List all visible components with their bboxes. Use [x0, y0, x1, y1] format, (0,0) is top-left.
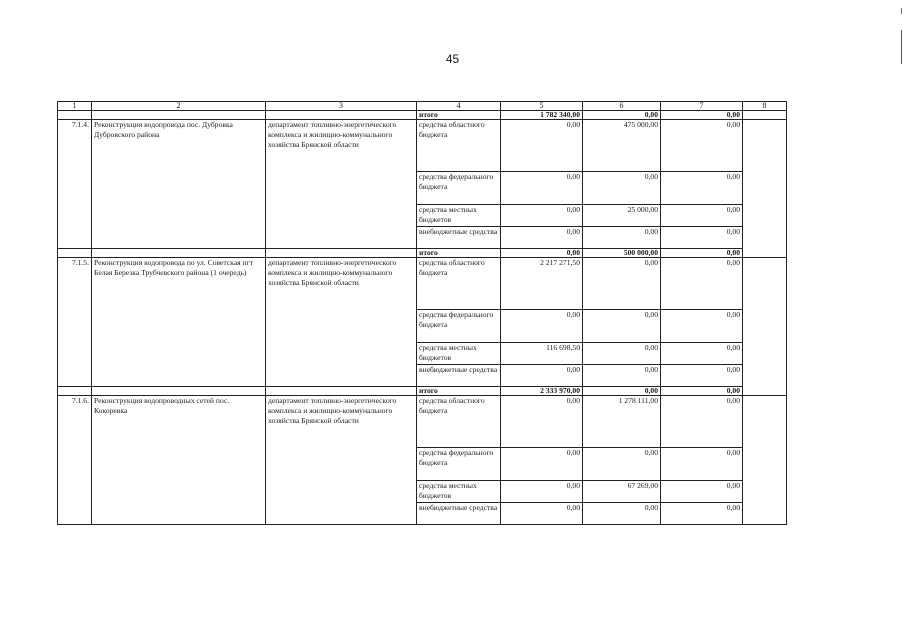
empty-cell	[743, 396, 787, 525]
amount-cell: 0,00	[661, 227, 743, 249]
amount-cell: 0,00	[661, 343, 743, 365]
amount-cell: 0,00	[661, 503, 743, 525]
amount-cell: 1 278 111,00	[583, 396, 661, 448]
column-number: 2	[92, 102, 266, 111]
empty-cell	[743, 120, 787, 258]
amount-cell: 0,00	[583, 448, 661, 481]
amount-cell: 0,00	[583, 227, 661, 249]
amount-cell: 0,00	[501, 120, 583, 172]
amount-cell: 0,00	[501, 396, 583, 448]
amount-cell: 0,00	[583, 258, 661, 310]
column-number: 1	[58, 102, 92, 111]
amount-cell: 0,00	[501, 310, 583, 343]
project-name: Реконструкция водопровода пос. Дубровка Дубровского района	[92, 120, 266, 249]
budget-table	[57, 101, 787, 525]
funding-source: средства областного бюджета	[417, 396, 501, 448]
project-code: 7.1.6.	[58, 396, 92, 525]
amount-cell: 0,00	[583, 343, 661, 365]
amount-cell: 25 000,00	[583, 205, 661, 227]
total-row	[58, 111, 787, 120]
amount-cell: 0,00	[501, 172, 583, 205]
total-row	[58, 249, 787, 258]
amount-cell: 0,00	[661, 448, 743, 481]
amount-cell: 0,00	[501, 205, 583, 227]
amount-cell: 67 269,00	[583, 481, 661, 503]
total-value: 2 333 970,00	[501, 387, 583, 396]
responsible-department: департамент топливно-энергетического комплекса и жилищно-коммунального хозяйства Брянской области	[266, 258, 417, 387]
total-value: 1 782 340,00	[501, 111, 583, 120]
funding-source: средства местных бюджетов	[417, 205, 501, 227]
responsible-department: департамент топливно-энергетического комплекса и жилищно-коммунального хозяйства Брянской области	[266, 120, 417, 249]
project-name: Реконструкция водопровода по ул. Советская пгт Белая Березка Трубчевского района (1 очередь)	[92, 258, 266, 387]
amount-cell: 0,00	[501, 448, 583, 481]
total-value: 0,00	[583, 387, 661, 396]
amount-cell: 116 698,50	[501, 343, 583, 365]
column-number: 5	[501, 102, 583, 111]
scan-edge-line	[901, 30, 902, 64]
empty-cell	[743, 258, 787, 396]
amount-cell: 0,00	[661, 481, 743, 503]
amount-cell: 0,00	[583, 172, 661, 205]
column-number-row	[58, 102, 787, 111]
amount-cell: 0,00	[661, 396, 743, 448]
amount-cell: 0,00	[661, 172, 743, 205]
funding-source: средства местных бюджетов	[417, 343, 501, 365]
amount-cell: 0,00	[661, 205, 743, 227]
amount-cell: 0,00	[501, 227, 583, 249]
column-number: 8	[743, 102, 787, 111]
total-value: 0,00	[501, 249, 583, 258]
amount-cell: 0,00	[661, 120, 743, 172]
table-row	[58, 258, 787, 310]
column-number: 7	[661, 102, 743, 111]
total-row	[58, 387, 787, 396]
page-number: 45	[445, 52, 460, 66]
funding-source: средства федерального бюджета	[417, 448, 501, 481]
project-name: Реконструкция водопроводных сетей пос. Кокоревка	[92, 396, 266, 525]
amount-cell: 0,00	[501, 481, 583, 503]
table-row	[58, 120, 787, 172]
total-value: 0,00	[661, 249, 743, 258]
funding-source: средства областного бюджета	[417, 120, 501, 172]
total-label: итого	[417, 111, 501, 120]
amount-cell: 2 217 271,50	[501, 258, 583, 310]
funding-source: средства федерального бюджета	[417, 172, 501, 205]
funding-source: внебюджетные средства	[417, 227, 501, 249]
amount-cell: 0,00	[501, 503, 583, 525]
amount-cell: 0,00	[661, 258, 743, 310]
amount-cell: 0,00	[501, 365, 583, 387]
total-value: 500 000,00	[583, 249, 661, 258]
total-label: итого	[417, 387, 501, 396]
funding-source: средства местных бюджетов	[417, 481, 501, 503]
funding-source: внебюджетные средства	[417, 365, 501, 387]
responsible-department: департамент топливно-энергетического комплекса и жилищно-коммунального хозяйства Брянской области	[266, 396, 417, 525]
project-code: 7.1.5.	[58, 258, 92, 387]
total-value: 0,00	[661, 111, 743, 120]
funding-source: средства федерального бюджета	[417, 310, 501, 343]
amount-cell: 0,00	[661, 310, 743, 343]
funding-source: внебюджетные средства	[417, 503, 501, 525]
column-number: 3	[266, 102, 417, 111]
total-label: итого	[417, 249, 501, 258]
total-value: 0,00	[583, 111, 661, 120]
table-row	[58, 396, 787, 448]
amount-cell: 0,00	[661, 365, 743, 387]
amount-cell: 0,00	[583, 503, 661, 525]
funding-source: средства областного бюджета	[417, 258, 501, 310]
column-number: 6	[583, 102, 661, 111]
project-code: 7.1.4.	[58, 120, 92, 249]
total-value: 0,00	[661, 387, 743, 396]
column-number: 4	[417, 102, 501, 111]
amount-cell: 0,00	[583, 310, 661, 343]
amount-cell: 0,00	[583, 365, 661, 387]
amount-cell: 475 000,00	[583, 120, 661, 172]
scan-edge-mark	[901, 8, 902, 14]
